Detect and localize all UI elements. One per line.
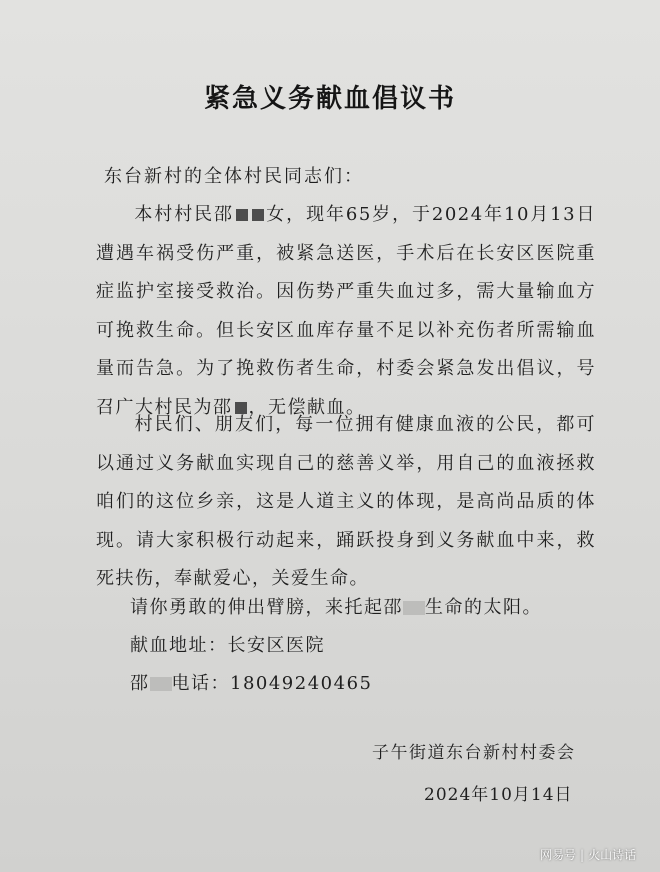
- appeal-before: 请你勇敢的伸出臂膀，来托起邵: [130, 597, 403, 618]
- redaction-mark: [252, 209, 264, 221]
- paragraph-1: [96, 196, 596, 427]
- phone-before: 邵: [130, 673, 150, 694]
- salutation: 东台新村的全体村民同志们：: [104, 166, 364, 187]
- divider: |: [580, 848, 585, 862]
- signature: 子午街道东台新村村委会: [372, 743, 576, 763]
- donation-address: 献血地址：长安区医院: [130, 635, 325, 656]
- phone-after: 电话：18049240465: [171, 673, 373, 694]
- watermark-right: 火山诗话: [588, 848, 637, 862]
- redaction-mark: [150, 677, 172, 691]
- watermark: [540, 846, 636, 863]
- paragraph-2-text: 村民们、朋友们，每一位拥有健康血液的公民，都可以通过义务献血实现自己的慈善义举，用自己的血液拯救咱们的这位乡亲，这是人道主义的体现，是高尚品质的体现。请大家积极行动起来，踊跃投身到义务献血中来，救死扶伤，奉献爱心，关爱生命。: [96, 414, 596, 589]
- paragraph-1-part2: 女，现年65岁，于2024年10月13日遭遇车祸受伤严重，被紧急送医，手术后在长安区医院重症监护室接受救治。因伤势严重失血过多，需大量输血方可挽救生命。但长安区血库存量不足以补充伤者所需输血量而告急。为了挽救伤者生命，村委会紧急发出倡议，号召广大村民为邵: [96, 204, 596, 418]
- redaction-mark: [403, 601, 425, 615]
- paragraph-2: [96, 406, 596, 599]
- document-date: 2024年10月14日: [424, 785, 573, 805]
- appeal-after: 生命的太阳。: [425, 597, 542, 618]
- appeal-line: [130, 593, 542, 619]
- watermark-left: 网易号: [540, 848, 577, 862]
- redaction-mark: [236, 209, 248, 221]
- paragraph-1-part3: ，无偿献血。: [248, 396, 366, 418]
- document-title: 紧急义务献血倡议书: [203, 84, 456, 114]
- paragraph-1-part1: 本村村民邵: [134, 204, 234, 225]
- contact-phone: [130, 669, 372, 695]
